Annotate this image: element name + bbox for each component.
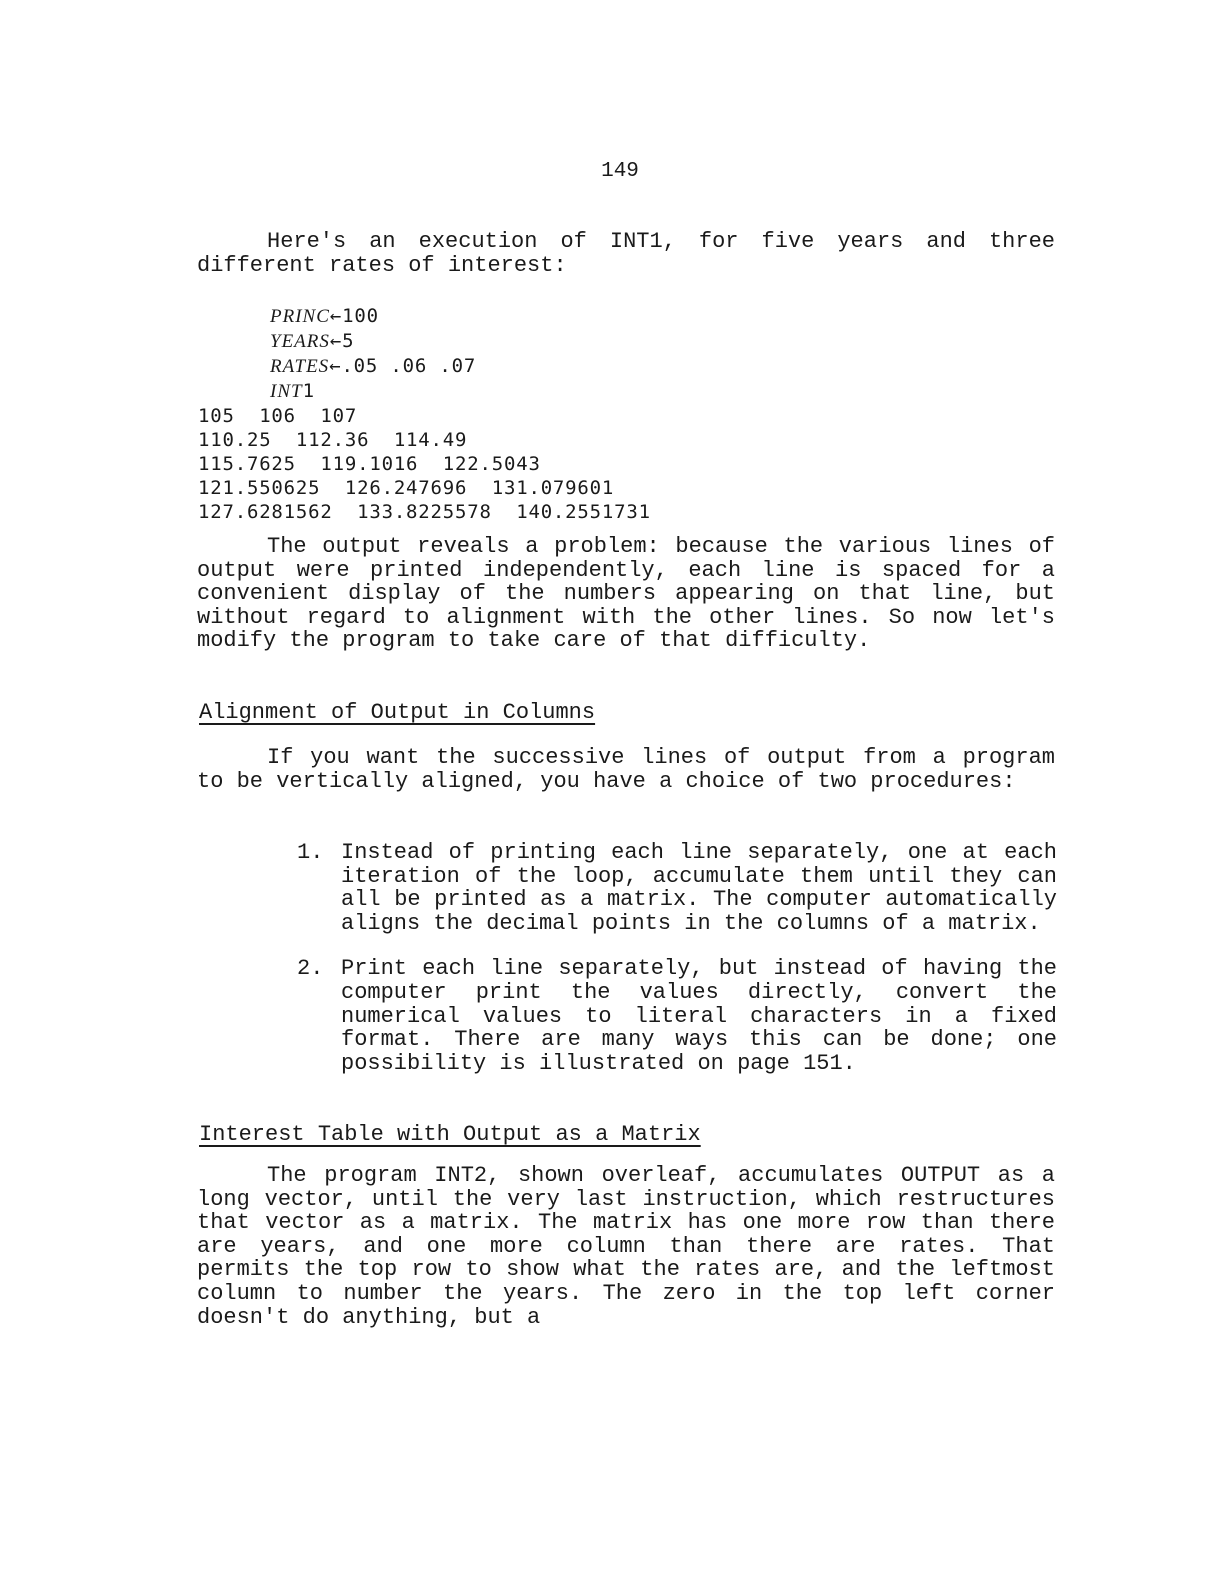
list-item bbox=[297, 957, 1057, 1075]
problem-paragraph bbox=[197, 535, 1055, 653]
output-line: 121.550625 126.247696 131.079601 bbox=[198, 477, 615, 499]
input-var: RATES bbox=[270, 356, 330, 377]
section-heading-matrix: Interest Table with Output as a Matrix bbox=[199, 1122, 701, 1147]
output-line: 105 106 107 bbox=[198, 405, 358, 427]
input-var: INT bbox=[270, 381, 303, 402]
input-line-int1 bbox=[198, 379, 651, 404]
input-value: 1 bbox=[302, 380, 315, 402]
matrix-paragraph bbox=[197, 1164, 1055, 1329]
input-value: 100 bbox=[342, 305, 379, 327]
output-line: 115.7625 119.1016 122.5043 bbox=[198, 453, 541, 475]
alignment-paragraph bbox=[197, 746, 1055, 793]
page-number: 149 bbox=[601, 160, 639, 183]
input-line-rates bbox=[198, 354, 651, 379]
list-item-number: 2. bbox=[297, 956, 324, 982]
problem-text: The output reveals a problem: because the various lines of output were printed independently, each line is spaced for a convenient display of the numbers appearing on that line, but without regard to alignment with the other lines. So now let's modify the program to take care of that difficulty. bbox=[197, 534, 1055, 654]
alignment-text: If you want the successive lines of output from a program to be vertically aligned, you have a choice of two procedures: bbox=[197, 745, 1055, 794]
input-line-years bbox=[198, 329, 651, 354]
section-heading-alignment: Alignment of Output in Columns bbox=[199, 700, 596, 725]
input-line-princ bbox=[198, 304, 651, 329]
input-value: 5 bbox=[342, 330, 355, 352]
matrix-text: The program INT2, shown overleaf, accumulates OUTPUT as a long vector, until the very last instruction, which restructures that vector as a matrix. The matrix has one more row than there are years, and one more column than there are rates. That permits the top row to show what the rates are, and the leftmost column to number the years. The zero in the top left corner doesn't do anything, but a bbox=[197, 1163, 1055, 1330]
assign-arrow: ← bbox=[329, 355, 342, 377]
output-line: 127.6281562 133.8225578 140.2551731 bbox=[198, 501, 651, 523]
output-line: 110.25 112.36 114.49 bbox=[198, 429, 468, 451]
list-item-text: Instead of printing each line separately, one at each iteration of the loop, accumulate them until they can all be printed as a matrix. The computer automatically aligns the decimal points in the columns of a matrix. bbox=[341, 840, 1057, 936]
intro-paragraph bbox=[197, 230, 1055, 277]
apl-session bbox=[198, 304, 651, 524]
input-value: .05 .06 .07 bbox=[341, 355, 477, 377]
assign-arrow: ← bbox=[329, 305, 343, 327]
list-item-number: 1. bbox=[297, 840, 324, 865]
input-var: PRINC bbox=[270, 306, 330, 327]
procedure-list bbox=[297, 841, 1057, 1075]
list-item-text: Print each line separately, but instead of having the computer print the values directly, convert the numerical values to literal characters in a fixed format. There are many ways this can be done; one possibility is illustrated on page 151. bbox=[341, 956, 1057, 1076]
list-item bbox=[297, 841, 1057, 935]
assign-arrow: ← bbox=[329, 330, 343, 352]
input-var: YEARS bbox=[270, 331, 330, 352]
intro-text: Here's an execution of INT1, for five years and three different rates of interest: bbox=[197, 229, 1055, 278]
